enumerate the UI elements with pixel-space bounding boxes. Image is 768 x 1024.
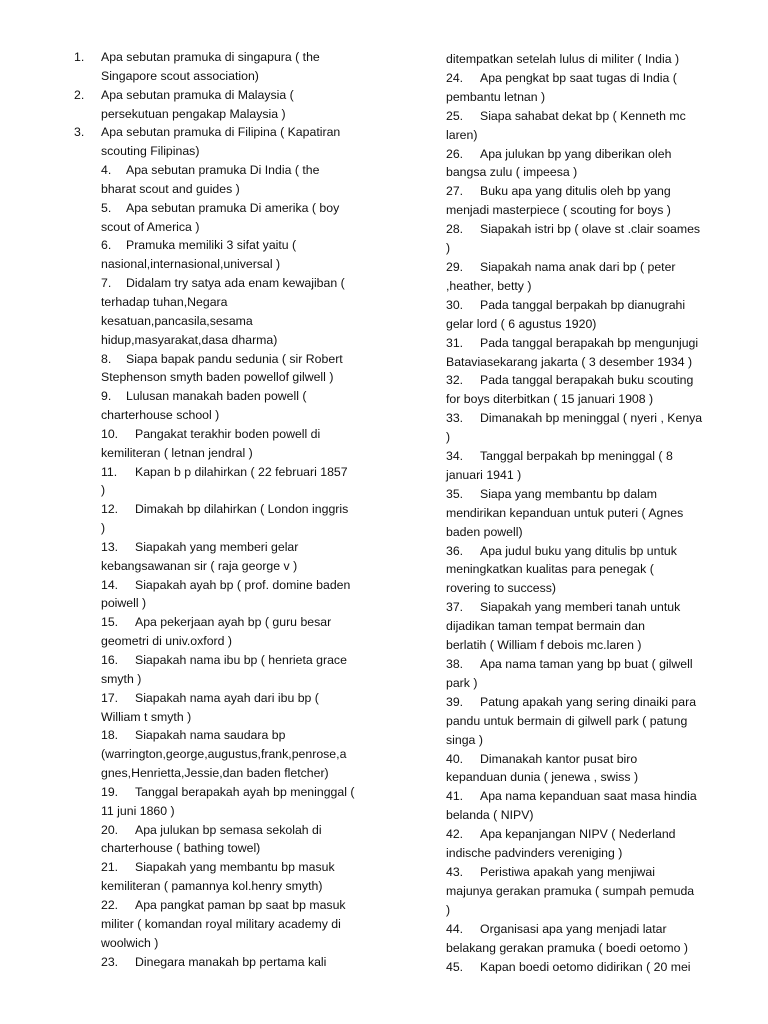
list-line bbox=[446, 201, 746, 220]
item-text: Apa sebutan pramuka Di amerika ( boy bbox=[126, 200, 340, 215]
list-line bbox=[74, 689, 364, 708]
item-text: Siapakah yang memberi tanah untuk bbox=[480, 600, 681, 615]
item-number: 32. bbox=[446, 373, 464, 388]
list-line bbox=[446, 806, 746, 825]
item-text: Kapan b p dilahirkan ( 22 februari 1857 bbox=[135, 464, 348, 479]
item-text: ) bbox=[101, 483, 106, 498]
item-text: ) bbox=[446, 902, 451, 917]
list-line bbox=[446, 901, 746, 920]
item-text: Siapakah yang membantu bp masuk bbox=[135, 860, 335, 875]
item-number: 38. bbox=[446, 657, 464, 671]
item-text: Didalam try satya ada enam kewajiban ( bbox=[126, 276, 345, 291]
item-text: geometri di univ.oxford ) bbox=[101, 634, 232, 649]
item-text: Apa pekerjaan ayah bp ( guru besar bbox=[135, 615, 332, 630]
list-line bbox=[74, 915, 364, 934]
item-text: Pada tanggal berapakah buku scouting bbox=[480, 373, 694, 388]
list-line bbox=[446, 485, 746, 504]
item-text: januari 1941 ) bbox=[446, 467, 522, 482]
item-text: ) bbox=[101, 521, 106, 536]
item-text: Buku apa yang ditulis oleh bp yang bbox=[480, 184, 671, 199]
item-text: gnes,Henrietta,Jessie,dan baden fletcher) bbox=[101, 766, 329, 781]
list-line bbox=[446, 296, 746, 315]
item-number: 16. bbox=[101, 653, 119, 667]
item-text: Siapakah istri bp ( olave st .clair soames bbox=[480, 222, 701, 237]
item-text: Apa julukan bp semasa sekolah di bbox=[135, 822, 322, 837]
item-number: 39. bbox=[446, 694, 464, 709]
item-text: kemiliteran ( pamannya kol.henry smyth) bbox=[101, 879, 323, 894]
item-number: 37. bbox=[446, 600, 464, 615]
item-number: 27. bbox=[446, 184, 464, 199]
item-text: Apa sebutan pramuka Di India ( the bbox=[126, 163, 320, 178]
item-number: 43. bbox=[446, 864, 464, 879]
item-text: ) bbox=[446, 241, 451, 256]
list-line bbox=[446, 674, 746, 693]
item-number: 2. bbox=[74, 87, 85, 102]
item-text: nasional,internasional,universal ) bbox=[101, 257, 281, 272]
item-number: 15. bbox=[101, 615, 119, 630]
item-text: ) bbox=[446, 430, 451, 445]
list-line bbox=[446, 636, 746, 655]
item-text: (warrington,george,augustus,frank,penrose,a bbox=[101, 747, 347, 762]
list-line bbox=[446, 428, 746, 447]
list-line bbox=[446, 390, 746, 409]
list-line bbox=[446, 447, 746, 466]
list-line bbox=[74, 86, 364, 105]
list-line bbox=[446, 126, 746, 145]
list-line bbox=[74, 877, 364, 896]
item-text: 11 juni 1860 ) bbox=[101, 803, 175, 818]
list-line bbox=[446, 844, 746, 863]
list-line bbox=[446, 334, 746, 353]
item-text: Siapakah ayah bp ( prof. domine baden bbox=[135, 577, 351, 592]
list-line bbox=[446, 825, 746, 844]
list-line bbox=[74, 123, 364, 142]
item-text: charterhouse ( bathing towel) bbox=[101, 841, 261, 856]
item-number: 24. bbox=[446, 70, 464, 85]
list-line bbox=[74, 180, 364, 199]
list-line bbox=[74, 821, 364, 840]
item-number: 30. bbox=[446, 297, 464, 312]
item-text: Organisasi apa yang menjadi latar bbox=[480, 921, 667, 936]
item-text: pandu untuk bermain di gilwell park ( patung bbox=[446, 713, 688, 728]
list-line bbox=[74, 255, 364, 274]
item-text: belanda ( NIPV) bbox=[446, 808, 534, 823]
item-number: 42. bbox=[446, 827, 464, 842]
item-text: Dimakah bp dilahirkan ( London inggris bbox=[135, 502, 349, 517]
list-line bbox=[446, 371, 746, 390]
item-number: 11. bbox=[101, 464, 118, 479]
list-line bbox=[74, 274, 364, 293]
item-text: ditempatkan setelah lulus di militer ( India ) bbox=[446, 52, 680, 66]
list-line bbox=[74, 387, 364, 406]
list-line bbox=[74, 783, 364, 802]
item-number: 10. bbox=[101, 426, 119, 441]
item-text: Siapakah nama saudara bp bbox=[135, 728, 286, 743]
item-number: 4. bbox=[101, 163, 112, 178]
list-line bbox=[74, 444, 364, 463]
item-text: persekutuan pengakap Malaysia ) bbox=[101, 106, 286, 121]
item-text: gelar lord ( 6 agustus 1920) bbox=[446, 316, 597, 331]
list-line bbox=[74, 218, 364, 237]
list-line bbox=[446, 50, 746, 69]
item-text: woolwich ) bbox=[101, 935, 159, 950]
list-line bbox=[74, 293, 364, 312]
list-line bbox=[446, 523, 746, 542]
list-line bbox=[74, 670, 364, 689]
item-number: 31. bbox=[446, 335, 464, 350]
item-text: Siapakah nama anak dari bp ( peter bbox=[480, 259, 676, 274]
list-line bbox=[74, 425, 364, 444]
item-text: Tanggal berapakah ayah bp meninggal ( bbox=[135, 784, 355, 799]
list-line bbox=[74, 161, 364, 180]
list-line bbox=[446, 107, 746, 126]
list-line bbox=[446, 958, 746, 977]
item-number: 28. bbox=[446, 222, 464, 237]
item-text: park ) bbox=[446, 675, 478, 690]
list-line bbox=[446, 542, 746, 561]
item-text: Dimanakah bp meninggal ( nyeri , Kenya bbox=[480, 411, 703, 426]
list-line bbox=[74, 745, 364, 764]
item-text: Apa julukan bp yang diberikan oleh bbox=[480, 146, 672, 161]
list-line bbox=[74, 726, 364, 745]
item-text: dijadikan taman tempat bermain dan bbox=[446, 619, 645, 634]
list-line bbox=[74, 500, 364, 519]
item-text: hidup,masyarakat,dasa dharma) bbox=[101, 332, 278, 347]
item-number: 5. bbox=[101, 200, 112, 215]
list-line bbox=[446, 258, 746, 277]
item-number: 33. bbox=[446, 411, 464, 426]
left-column bbox=[74, 48, 364, 971]
list-line bbox=[446, 69, 746, 88]
list-line bbox=[446, 617, 746, 636]
list-line bbox=[446, 655, 746, 674]
item-number: 19. bbox=[101, 784, 119, 799]
item-text: Singapore scout association) bbox=[101, 68, 259, 83]
list-line bbox=[74, 557, 364, 576]
item-text: Apa sebutan pramuka di singapura ( the bbox=[101, 50, 320, 64]
list-line bbox=[74, 48, 364, 67]
item-text: Stephenson smyth baden powellof gilwell ) bbox=[101, 370, 334, 385]
item-text: Kapan boedi oetomo didirikan ( 20 mei bbox=[480, 959, 691, 974]
item-text: Tanggal berpakah bp meninggal ( 8 bbox=[480, 449, 673, 464]
item-text: bangsa zulu ( impeesa ) bbox=[446, 165, 578, 180]
item-number: 35. bbox=[446, 486, 464, 501]
item-text: Siapa sahabat dekat bp ( Kenneth mc bbox=[480, 108, 686, 123]
item-text: Apa nama taman yang bp buat ( gilwell bbox=[480, 657, 693, 671]
item-number: 18. bbox=[101, 728, 119, 743]
list-line bbox=[74, 538, 364, 557]
list-line bbox=[74, 331, 364, 350]
item-text: Apa judul buku yang ditulis bp untuk bbox=[480, 543, 677, 558]
item-text: berlatih ( William f debois mc.laren ) bbox=[446, 638, 642, 653]
list-line bbox=[446, 768, 746, 787]
item-number: 20. bbox=[101, 822, 119, 837]
item-text: bharat scout and guides ) bbox=[101, 181, 240, 196]
item-text: terhadap tuhan,Negara bbox=[101, 294, 228, 309]
list-line bbox=[74, 312, 364, 331]
item-number: 23. bbox=[101, 954, 119, 969]
item-number: 26. bbox=[446, 146, 464, 161]
list-line bbox=[446, 882, 746, 901]
item-text: Dimanakah kantor pusat biro bbox=[480, 751, 638, 766]
item-number: 14. bbox=[101, 577, 119, 592]
item-number: 22. bbox=[101, 897, 119, 912]
item-number: 34. bbox=[446, 449, 464, 464]
item-number: 29. bbox=[446, 259, 464, 274]
item-text: Apa sebutan pramuka di Filipina ( Kapatiran bbox=[101, 125, 341, 140]
item-number: 21. bbox=[101, 860, 119, 875]
list-line bbox=[74, 594, 364, 613]
list-line bbox=[446, 353, 746, 372]
item-number: 3. bbox=[74, 125, 85, 140]
item-number: 25. bbox=[446, 108, 464, 123]
list-line bbox=[74, 651, 364, 670]
list-line bbox=[446, 145, 746, 164]
list-line bbox=[446, 315, 746, 334]
item-text: ,heather, betty ) bbox=[446, 278, 532, 293]
item-text: William t smyth ) bbox=[101, 709, 192, 724]
list-line bbox=[74, 481, 364, 500]
list-line bbox=[446, 409, 746, 428]
item-number: 41. bbox=[446, 789, 464, 804]
item-number: 12. bbox=[101, 502, 119, 517]
list-line bbox=[74, 236, 364, 255]
item-text: charterhouse school ) bbox=[101, 408, 220, 423]
item-text: Apa kepanjangan NIPV ( Nederland bbox=[480, 827, 676, 842]
item-text: kepanduan dunia ( jenewa , swiss ) bbox=[446, 770, 639, 785]
item-text: Apa pengkat bp saat tugas di India ( bbox=[480, 70, 677, 85]
list-line bbox=[446, 88, 746, 107]
list-line bbox=[74, 839, 364, 858]
list-line bbox=[74, 613, 364, 632]
list-line bbox=[74, 896, 364, 915]
item-text: for boys diterbitkan ( 15 januari 1908 ) bbox=[446, 392, 654, 407]
list-line bbox=[74, 519, 364, 538]
list-line bbox=[74, 105, 364, 124]
item-text: belakang gerakan pramuka ( boedi oetomo ) bbox=[446, 940, 688, 955]
item-number: 17. bbox=[101, 690, 119, 705]
item-text: Siapa yang membantu bp dalam bbox=[480, 486, 658, 501]
item-number: 45. bbox=[446, 959, 464, 974]
item-text: kemiliteran ( letnan jendral ) bbox=[101, 445, 253, 460]
item-text: smyth ) bbox=[101, 671, 142, 686]
item-text: majunya gerakan pramuka ( sumpah pemuda bbox=[446, 883, 695, 898]
list-line bbox=[74, 802, 364, 821]
list-line bbox=[74, 632, 364, 651]
list-line bbox=[446, 579, 746, 598]
list-line bbox=[446, 863, 746, 882]
item-number: 1. bbox=[74, 50, 85, 64]
list-line bbox=[74, 406, 364, 425]
list-line bbox=[446, 239, 746, 258]
item-number: 9. bbox=[101, 389, 112, 404]
item-text: Pramuka memiliki 3 sifat yaitu ( bbox=[126, 238, 297, 253]
item-text: Siapakah nama ayah dari ibu bp ( bbox=[135, 690, 319, 705]
item-number: 44. bbox=[446, 921, 464, 936]
list-line bbox=[446, 920, 746, 939]
item-text: Bataviasekarang jakarta ( 3 desember 1934 ) bbox=[446, 354, 693, 369]
item-number: 7. bbox=[101, 276, 112, 291]
list-line bbox=[74, 934, 364, 953]
item-text: Apa pangkat paman bp saat bp masuk bbox=[135, 897, 346, 912]
item-number: 40. bbox=[446, 751, 464, 766]
item-text: pembantu letnan ) bbox=[446, 89, 546, 104]
list-line bbox=[74, 576, 364, 595]
item-text: indische padvinders vereniging ) bbox=[446, 846, 623, 861]
right-column bbox=[446, 50, 746, 976]
item-text: Lulusan manakah baden powell ( bbox=[126, 389, 307, 404]
item-text: Apa nama kepanduan saat masa hindia bbox=[480, 789, 697, 804]
item-text: poiwell ) bbox=[101, 596, 147, 611]
item-text: Pangakat terakhir boden powell di bbox=[135, 426, 321, 441]
list-line bbox=[446, 598, 746, 617]
list-line bbox=[446, 560, 746, 579]
list-line bbox=[446, 466, 746, 485]
list-line bbox=[446, 182, 746, 201]
list-line bbox=[446, 220, 746, 239]
item-number: 36. bbox=[446, 543, 464, 558]
item-text: singa ) bbox=[446, 732, 483, 747]
item-text: militer ( komandan royal military academy di bbox=[101, 916, 341, 931]
item-text: rovering to success) bbox=[446, 581, 557, 596]
item-text: Siapa bapak pandu sedunia ( sir Robert bbox=[126, 351, 343, 366]
item-text: baden powell) bbox=[446, 524, 523, 539]
item-number: 8. bbox=[101, 351, 112, 366]
item-text: Peristiwa apakah yang menjiwai bbox=[480, 864, 655, 879]
item-text: scouting Filipinas) bbox=[101, 144, 200, 159]
item-text: Patung apakah yang sering dinaiki para bbox=[480, 694, 697, 709]
list-line bbox=[446, 750, 746, 769]
item-text: mendirikan kepanduan untuk puteri ( Agnes bbox=[446, 505, 684, 520]
item-text: Siapakah nama ibu bp ( henrieta grace bbox=[135, 653, 347, 667]
list-line bbox=[446, 693, 746, 712]
list-line bbox=[74, 708, 364, 727]
item-number: 6. bbox=[101, 238, 112, 253]
item-text: meningkatkan kualitas para penegak ( bbox=[446, 562, 654, 577]
list-line bbox=[74, 199, 364, 218]
list-line bbox=[446, 939, 746, 958]
item-text: Siapakah yang memberi gelar bbox=[135, 539, 299, 554]
list-line bbox=[74, 67, 364, 86]
item-text: menjadi masterpiece ( scouting for boys ) bbox=[446, 203, 671, 218]
list-line bbox=[446, 504, 746, 523]
list-line bbox=[74, 368, 364, 387]
list-line bbox=[74, 463, 364, 482]
list-line bbox=[74, 858, 364, 877]
item-text: laren) bbox=[446, 127, 478, 142]
item-number: 13. bbox=[101, 539, 119, 554]
list-line bbox=[74, 350, 364, 369]
list-line bbox=[446, 731, 746, 750]
item-text: Pada tanggal berpakah bp dianugrahi bbox=[480, 297, 686, 312]
list-line bbox=[446, 712, 746, 731]
list-line bbox=[446, 163, 746, 182]
item-text: Apa sebutan pramuka di Malaysia ( bbox=[101, 87, 294, 102]
item-text: kesatuan,pancasila,sesama bbox=[101, 313, 253, 328]
list-line bbox=[446, 787, 746, 806]
list-line bbox=[74, 953, 364, 972]
list-line bbox=[74, 142, 364, 161]
item-text: kebangsawanan sir ( raja george v ) bbox=[101, 558, 298, 573]
item-text: Dinegara manakah bp pertama kali bbox=[135, 954, 327, 969]
item-text: Pada tanggal berapakah bp mengunjugi bbox=[480, 335, 699, 350]
item-text: scout of America ) bbox=[101, 219, 200, 234]
list-line bbox=[446, 277, 746, 296]
list-line bbox=[74, 764, 364, 783]
